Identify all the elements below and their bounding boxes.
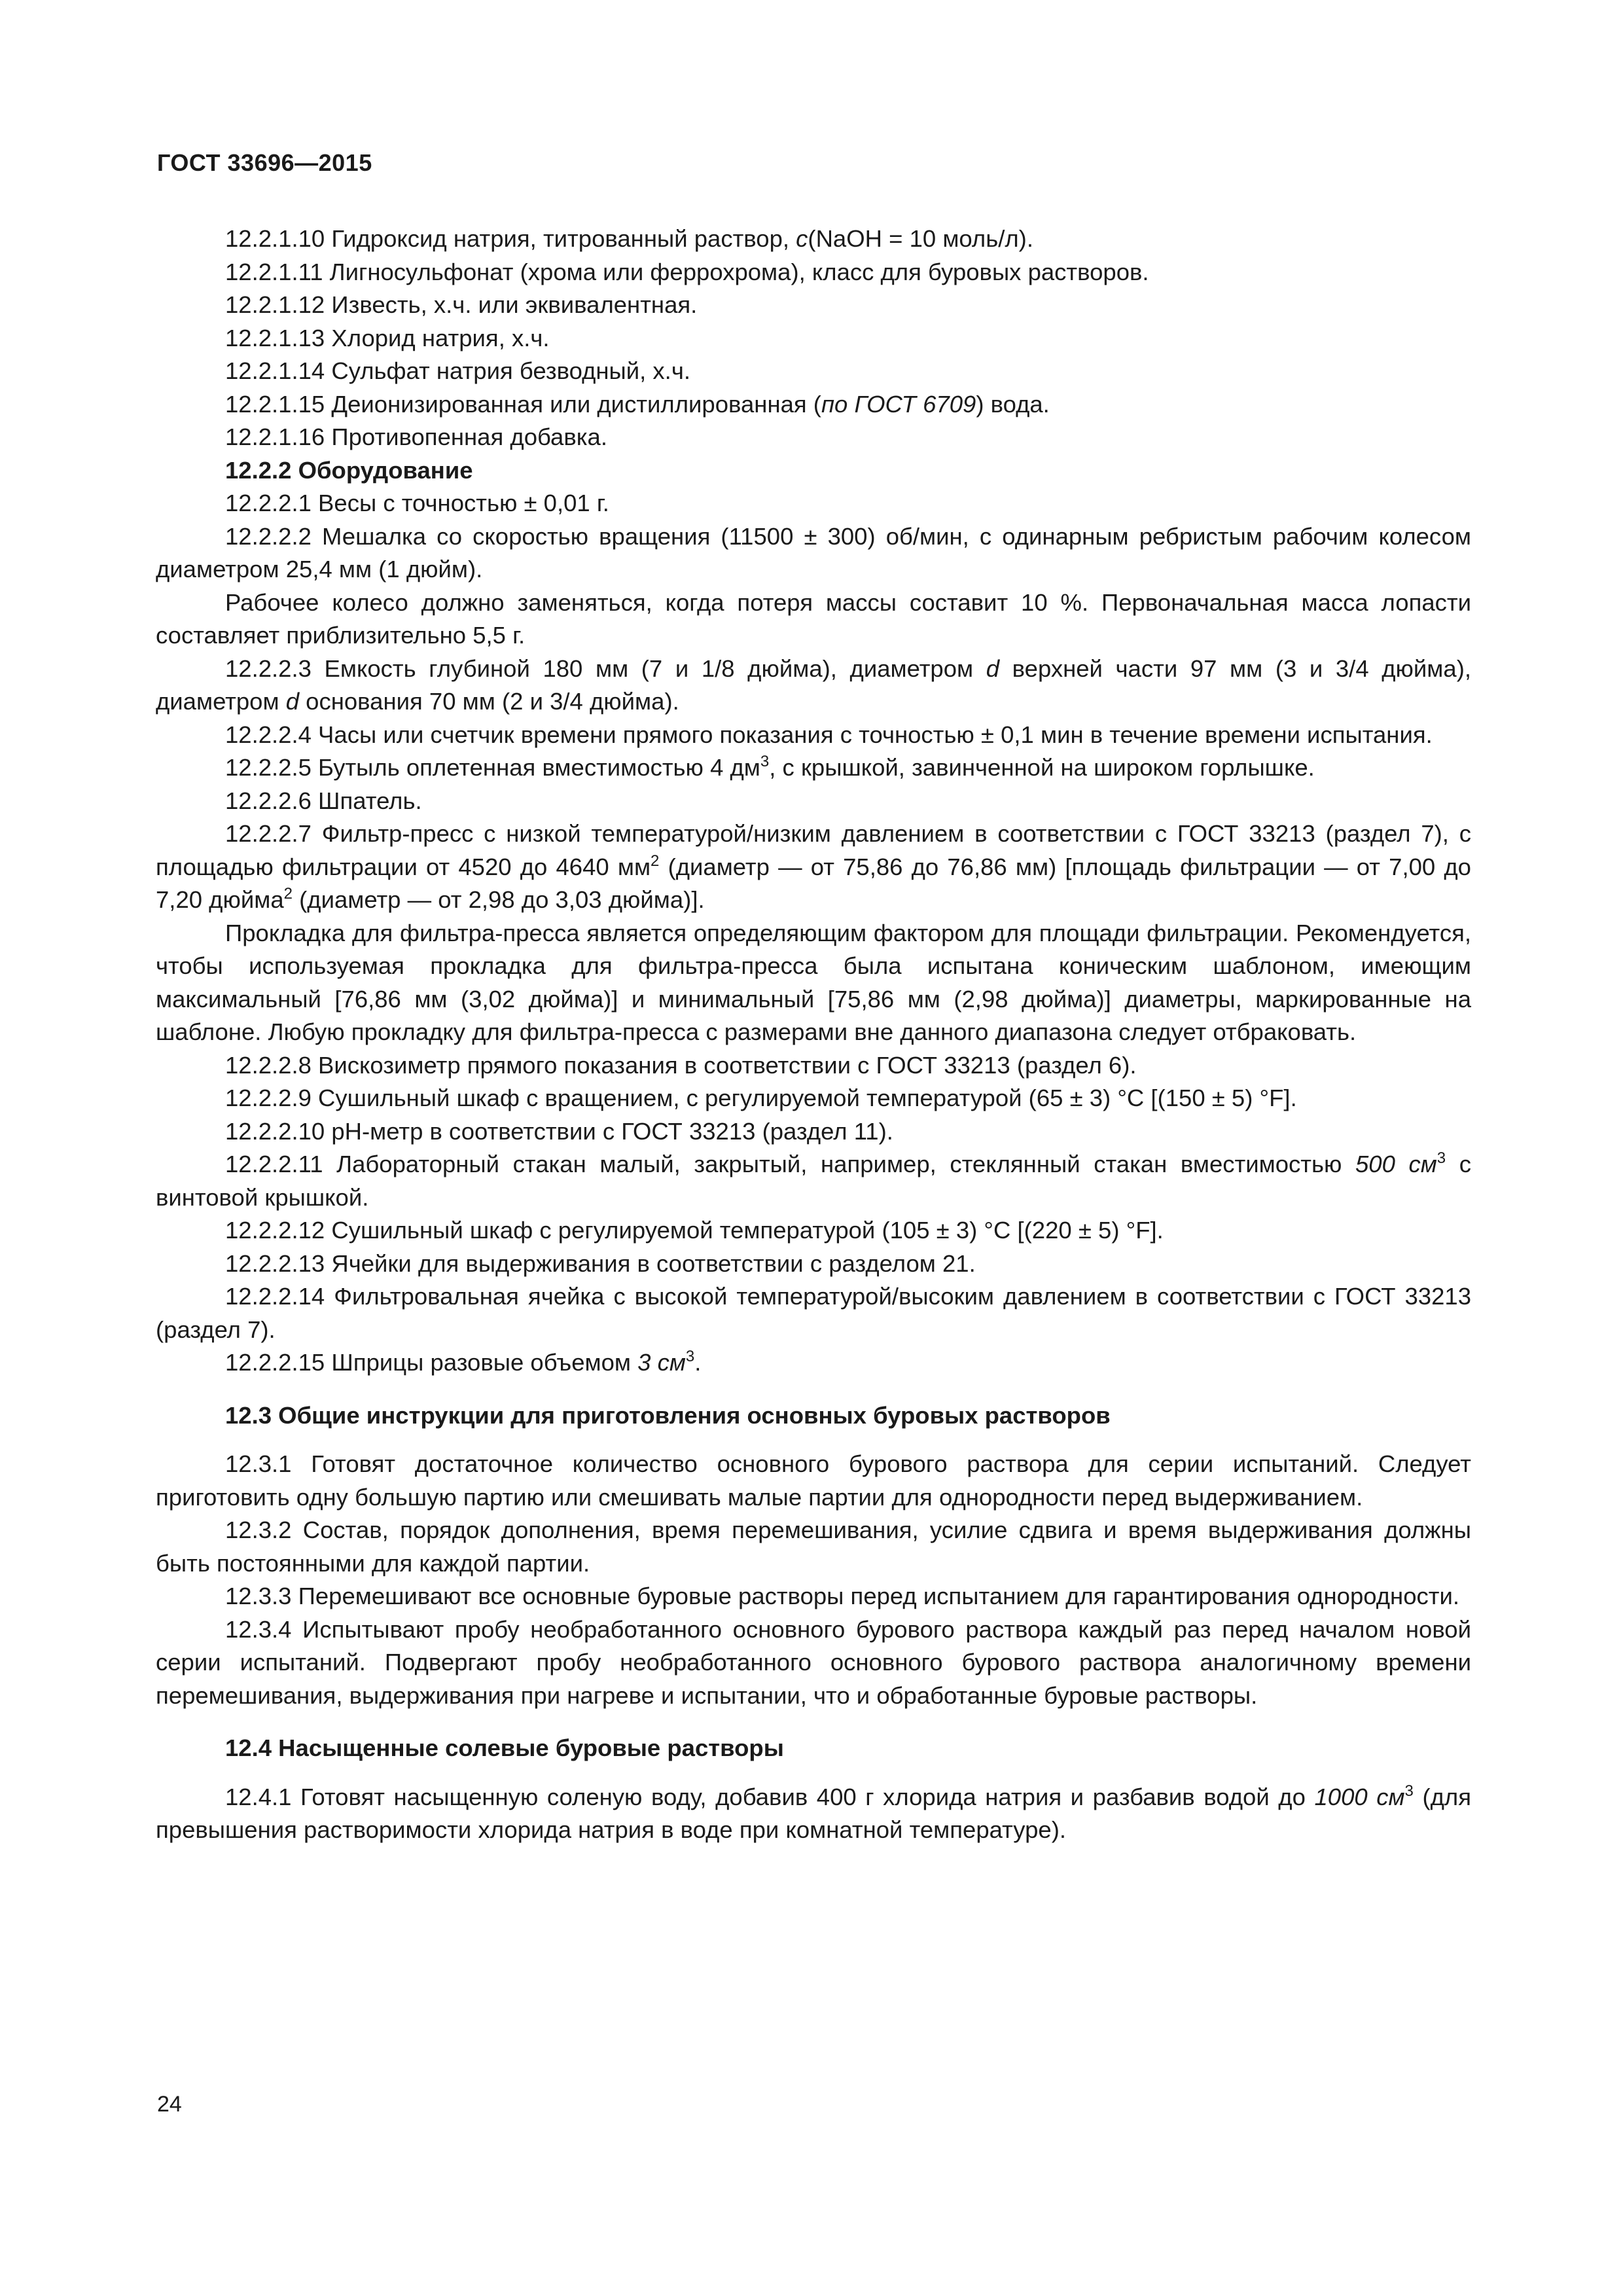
- paragraph: 12.2.2.4 Часы или счетчик времени прямого показания с точностью ± 0,1 мин в течение времени испытания.: [225, 721, 1433, 748]
- list-item: 12.2.1.10 Гидроксид натрия, титрованный раствор, c(NaOH = 10 моль/л).: [225, 225, 1033, 252]
- page-number: 24: [157, 2092, 182, 2117]
- paragraph: 12.2.2.3 Емкость глубиной 180 мм (7 и 1/8 дюйма), диаметром d верхней части 97 мм (3 и 3/4 дюйма), диаметром d основания 70 мм (2 и 3/4 дюйма).: [156, 655, 1471, 715]
- list-item: 12.2.1.12 Известь, х.ч. или эквивалентная.: [225, 291, 698, 318]
- paragraph: 12.2.2.11 Лабораторный стакан малый, закрытый, например, стеклянный стакан вместимостью 500 $см^3$ с винтовой крышкой.: [156, 1149, 1471, 1211]
- list-item: 12.2.1.15 Деионизированная или дистиллированная (по ГОСТ 6709) вода.: [225, 390, 1050, 418]
- paragraph: 12.3.2 Состав, порядок дополнения, время перемешивания, усилие сдвига и время выдерживания должны быть постоянными для каждой партии.: [156, 1516, 1471, 1577]
- paragraph: 12.2.2.12 Сушильный шкаф с регулируемой температурой (105 ± 3) °С [(220 ± 5) °F].: [225, 1217, 1164, 1244]
- paragraph: 12.2.2.5 Бутыль оплетенная вместимостью 4 $дм^3$, с крышкой, завинченной на широком горлышке.: [225, 753, 1315, 781]
- paragraph: 12.4.1 Готовят насыщенную соленую воду, добавив 400 г хлорида натрия и разбавив водой до 1000 $см^3$ (для превышения растворимости хлорида натрия в воде при комнатной температуре).: [156, 1782, 1471, 1843]
- section-heading: 12.3 Общие инструкции для приготовления основных буровых растворов: [225, 1401, 1111, 1429]
- list-item: 12.2.1.11 Лигносульфонат (хрома или феррохрома), класс для буровых растворов.: [225, 258, 1149, 285]
- paragraph: 12.2.2.9 Сушильный шкаф с вращением, с регулируемой температурой (65 ± 3) °С [(150 ± 5) °F].: [225, 1085, 1297, 1111]
- document-body: [156, 223, 1471, 1847]
- paragraph: 12.2.2.1 Весы с точностью ± 0,01 г.: [225, 490, 609, 516]
- paragraph: 12.2.2.7 Фильтр-пресс с низкой температурой/низким давлением в соответствии с ГОСТ 33213 (раздел 7), с площадью фильтрации от 4520 до 4640 $мм^2$ (диаметр — от 75,86 до 76,86 мм) [площадь фильтрации — от 7,00 до 7,20 дюйма$^2$ (диаметр — от 2,98 до 3,03 дюйма)].: [156, 820, 1471, 913]
- paragraph: 12.2.2.10 pH-метр в соответствии с ГОСТ 33213 (раздел 11).: [225, 1117, 893, 1145]
- paragraph: 12.2.2.13 Ячейки для выдерживания в соответствии с разделом 21.: [225, 1249, 976, 1277]
- paragraph: Рабочее колесо должно заменяться, когда потеря массы составит 10 %. Первоначальная масса лопасти составляет приблизительно 5,5 г.: [156, 588, 1471, 649]
- subsection-heading: 12.2.2 Оборудование: [225, 456, 473, 484]
- paragraph: 12.2.2.8 Вискозиметр прямого показания в соответствии с ГОСТ 33213 (раздел 6).: [225, 1051, 1137, 1079]
- paragraph: Прокладка для фильтра-пресса является определяющим фактором для площади фильтрации. Рекомендуется, чтобы используемая прокладка для фильтра-пресса была испытана коническим шаблоном, имеющим максимальный [76,86 мм (3,02 дюйма)] и минимальный [75,86 мм (2,98 дюйма)] диаметры, маркированные на шаблоне. Любую прокладку для фильтра-пресса с размерами вне данного диапазона следует отбраковать.: [156, 919, 1471, 1045]
- list-item: 12.2.1.14 Сульфат натрия безводный, х.ч.: [225, 357, 690, 384]
- paragraph: 12.2.2.6 Шпатель.: [225, 787, 422, 814]
- list-item: 12.2.1.13 Хлорид натрия, х.ч.: [225, 324, 550, 351]
- paragraph: 12.2.2.14 Фильтровальная ячейка с высокой температурой/высоким давлением в соответствии с ГОСТ 33213 (раздел 7).: [156, 1283, 1471, 1343]
- paragraph: 12.3.3 Перемешивают все основные буровые растворы перед испытанием для гарантирования однородности.: [225, 1583, 1459, 1609]
- paragraph: 12.3.4 Испытывают пробу необработанного основного бурового раствора каждый раз перед началом новой серии испытаний. Подвергают пробу необработанного основного бурового раствора аналогичному времени перемешивания, выдерживания при нагреве и испытании, что и обработанные буровые растворы.: [156, 1615, 1471, 1709]
- document-header: ГОСТ 33696—2015: [157, 149, 372, 176]
- list-item: 12.2.1.16 Противопенная добавка.: [225, 423, 607, 450]
- paragraph: 12.3.1 Готовят достаточное количество основного бурового раствора для серии испытаний. Следует приготовить одну большую партию или смешивать малые партии для однородности перед выдерживанием.: [156, 1450, 1471, 1511]
- paragraph: 12.2.2.2 Мешалка со скоростью вращения (11500 ± 300) об/мин, с одинарным ребристым рабочим колесом диаметром 25,4 мм (1 дюйм).: [156, 522, 1471, 583]
- paragraph: 12.2.2.15 Шприцы разовые объемом 3 $см^3$.: [225, 1348, 702, 1376]
- section-heading: 12.4 Насыщенные солевые буровые растворы: [225, 1734, 784, 1761]
